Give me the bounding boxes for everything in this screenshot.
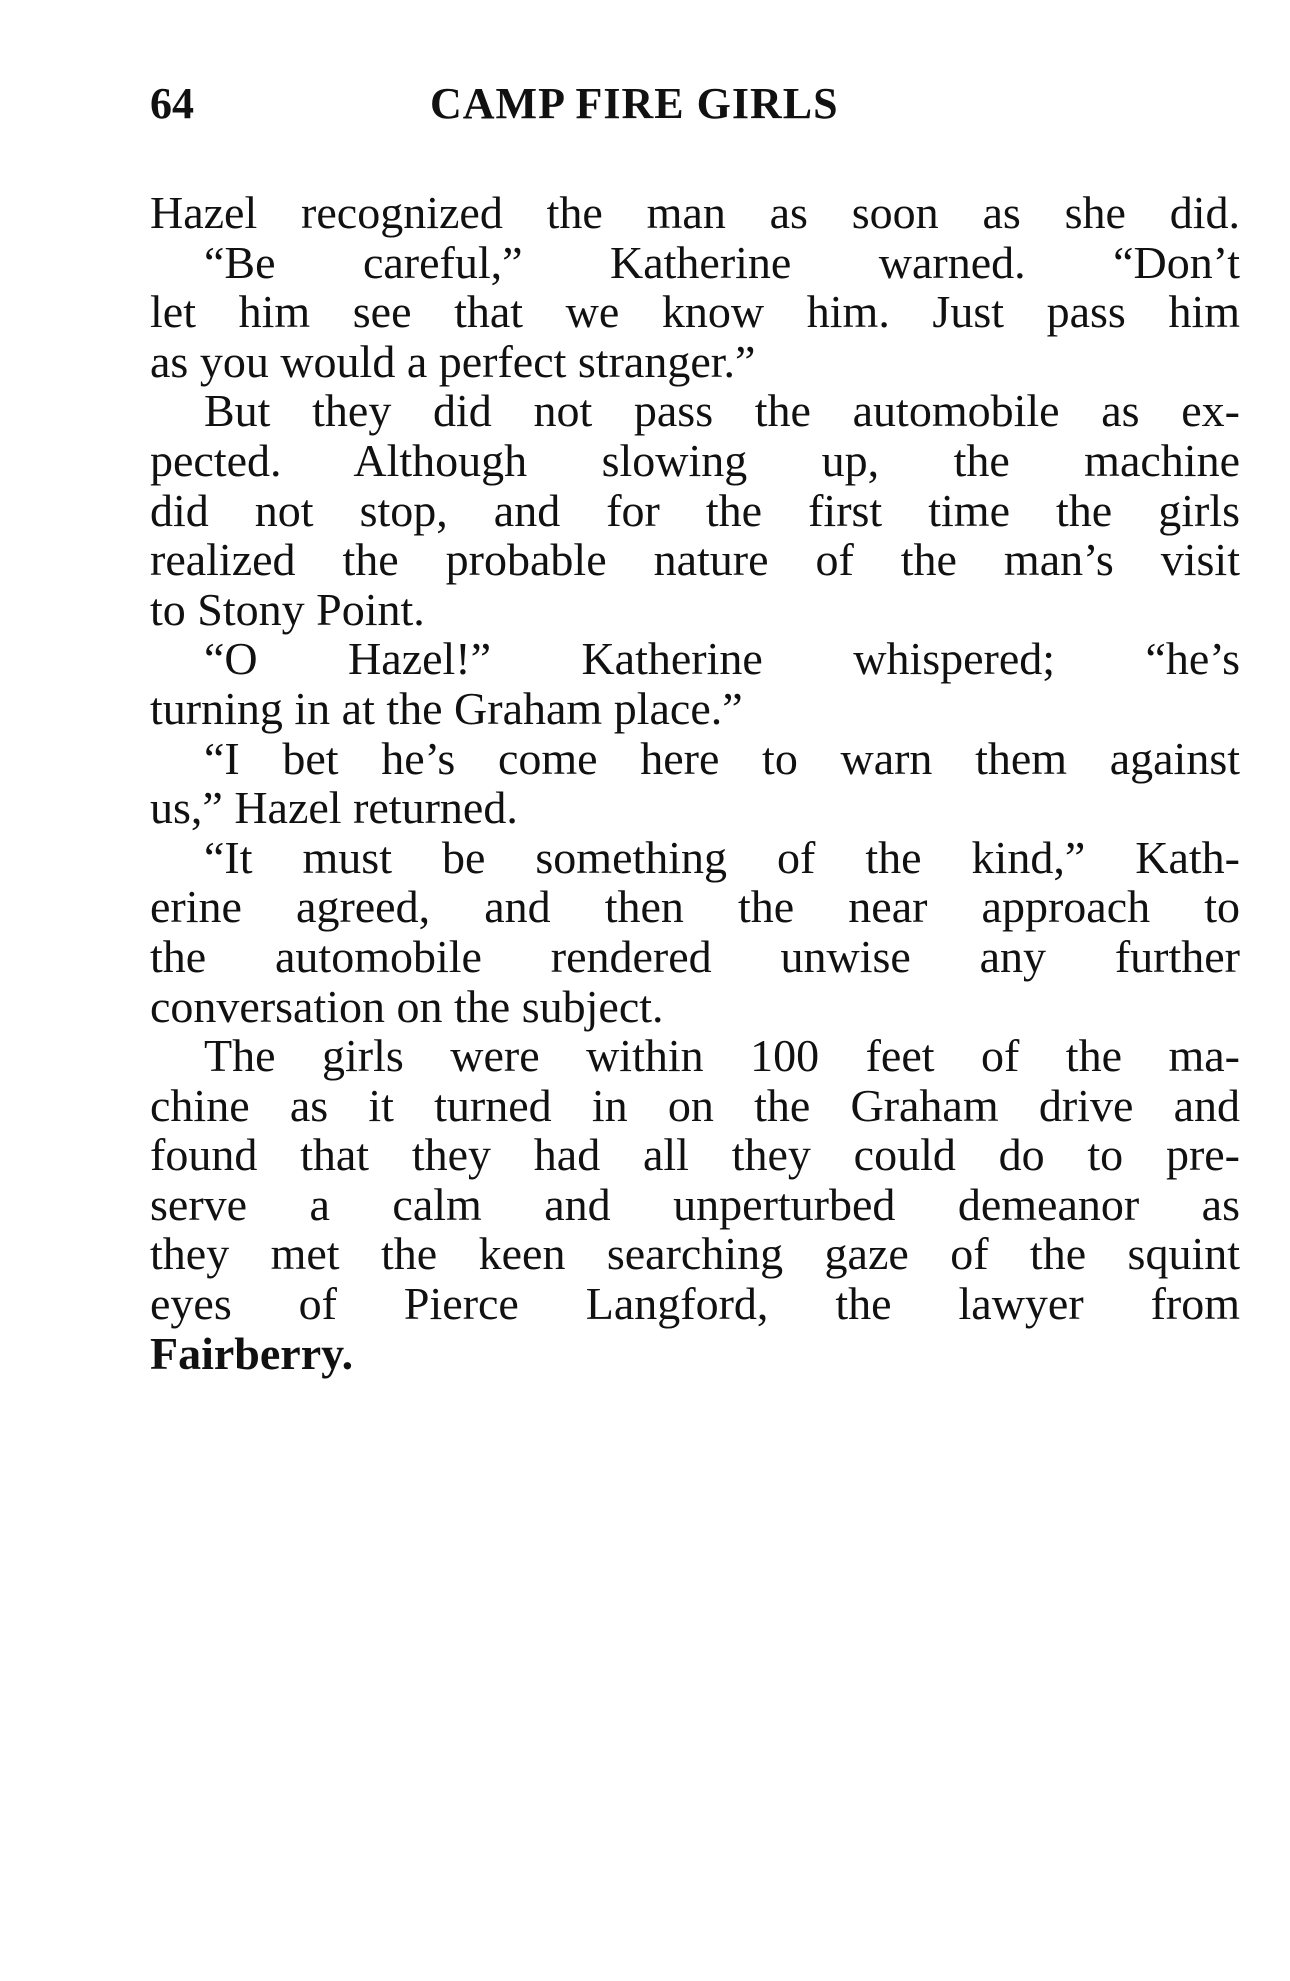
page-number: 64 [150,79,194,128]
text-line: realized the probable nature of the man’s visit [150,534,1240,586]
text-line: “It must be something of the kind,” Kath- [204,831,1240,883]
text-line: serve a calm and unperturbed demeanor as [150,1178,1240,1230]
text-line: to Stony Point. [150,583,425,635]
running-head: CAMP FIRE GIRLS [430,79,839,128]
text-line: as you would a perfect stranger.” [150,335,756,387]
text-line: did not stop, and for the first time the girls [150,484,1240,536]
text-line: turning in at the Graham place.” [150,682,743,734]
body-text [150,188,1240,1378]
text-line: But they did not pass the automobile as ex- [204,385,1240,437]
text-line: found that they had all they could do to pre- [150,1129,1240,1181]
text-line: “I bet he’s come here to warn them against [204,732,1240,784]
text-line: let him see that we know him. Just pass him [150,286,1240,338]
text-line: they met the keen searching gaze of the squint [150,1228,1240,1280]
text-line: conversation on the subject. [150,980,664,1032]
text-line: us,” Hazel returned. [150,782,518,834]
text-line: The girls were within 100 feet of the ma- [204,1030,1240,1082]
text-line: erine agreed, and then the near approach to [150,881,1240,933]
text-line: “Be careful,” Katherine warned. “Don’t [204,236,1240,288]
text-line: eyes of Pierce Langford, the lawyer from [150,1278,1240,1330]
text-line: Fairberry. [150,1327,354,1379]
text-line: “O Hazel!” Katherine whispered; “he’s [204,633,1240,685]
page-header [150,78,1150,138]
text-line: chine as it turned in on the Graham drive and [150,1079,1240,1131]
text-line: pected. Although slowing up, the machine [150,434,1240,486]
text-line: Hazel recognized the man as soon as she did. [150,187,1240,238]
text-line: the automobile rendered unwise any further [150,930,1240,982]
